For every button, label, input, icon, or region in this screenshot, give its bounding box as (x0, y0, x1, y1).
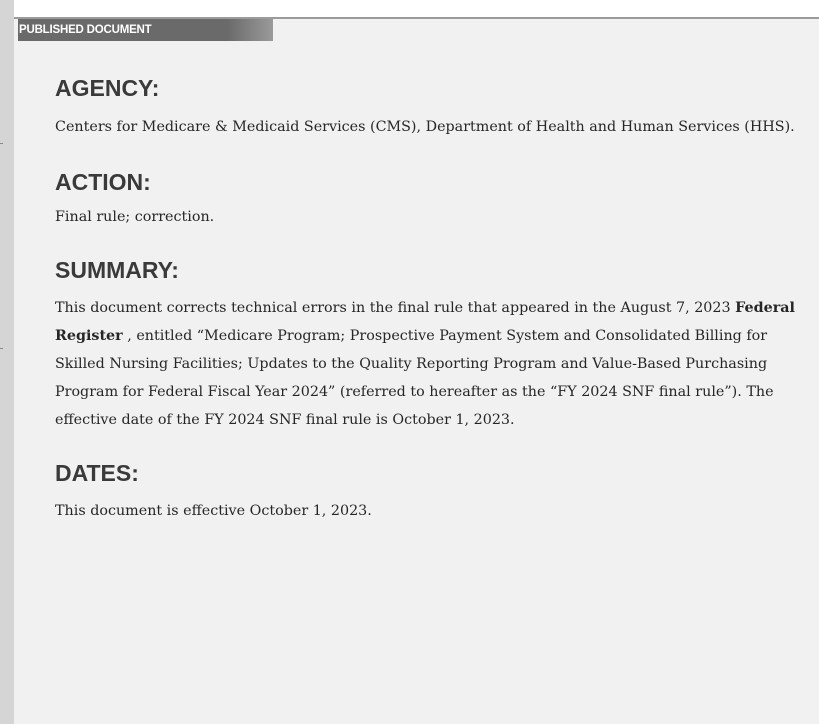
left-sidebar-rail (0, 0, 14, 724)
federal-register-term: Federal Register (55, 300, 795, 344)
action-text: Final rule; correction. (55, 209, 215, 225)
published-document-badge (18, 19, 273, 41)
summary-text (55, 294, 795, 434)
badge-label: PUBLISHED DOCUMENT (19, 24, 152, 36)
summary-text-after: , entitled “Medicare Program; Prospective Payment System and Consolidated Billing for Skilled Nursing Facilities; Updates to the Quality Reporting Program and Value-Based Purchasing Program for Federal Fiscal Year 2024” (referred to hereafter as the “FY 2024 SNF final rule”). The effective date of the FY 2024 SNF final rule is October 1, 2023. (55, 328, 774, 428)
dates-text: This document is effective October 1, 2023. (55, 503, 372, 519)
dates-heading: DATES: (55, 460, 139, 486)
rail-tick (0, 143, 3, 144)
agency-heading: AGENCY: (55, 75, 160, 101)
published-document-panel (14, 17, 819, 724)
dates-section (55, 458, 795, 525)
agency-section (55, 73, 795, 141)
agency-text: Centers for Medicare & Medicaid Services (CMS), Department of Health and Human Services (HHS). (55, 119, 795, 135)
summary-text-before: This document corrects technical errors in the final rule that appeared in the August 7, 2023 (55, 300, 736, 316)
document-content (55, 73, 795, 525)
summary-heading: SUMMARY: (55, 257, 179, 283)
action-heading: ACTION: (55, 169, 151, 195)
rail-tick (0, 348, 3, 349)
action-section (55, 167, 795, 231)
summary-section (55, 255, 795, 434)
